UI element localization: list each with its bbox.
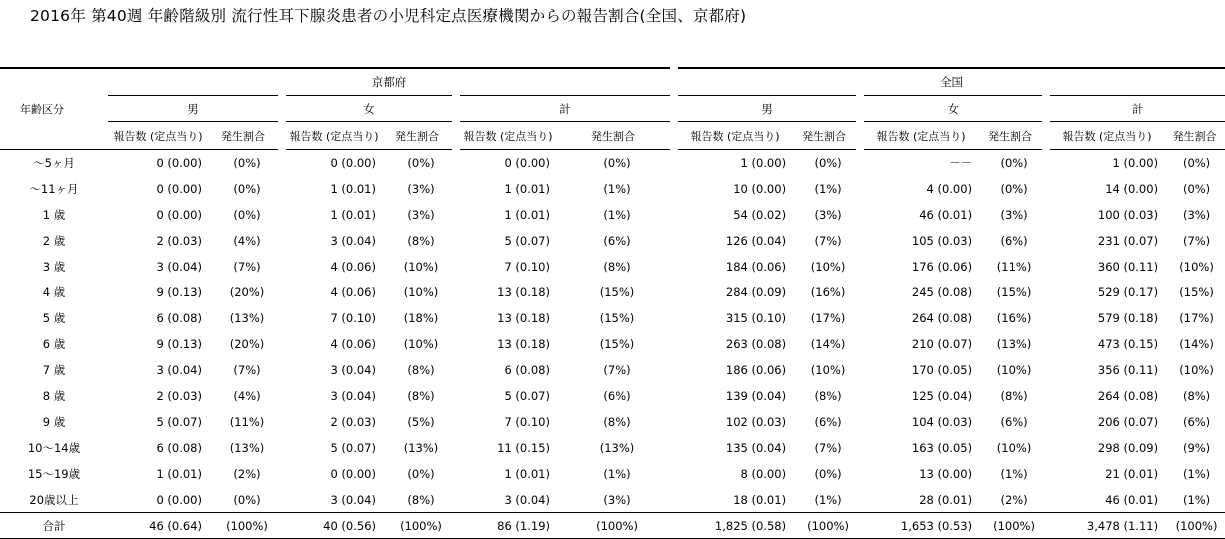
count-cell: 7 (0.10) bbox=[504, 414, 550, 429]
ratio-cell: (8%) bbox=[603, 414, 631, 429]
table-row bbox=[0, 254, 1225, 280]
count-cell: 3 (0.04) bbox=[330, 363, 376, 378]
ratio-cell: (0%) bbox=[233, 207, 261, 222]
count-cell: 100 (0.03) bbox=[1097, 207, 1159, 222]
count-cell: 284 (0.09) bbox=[725, 285, 787, 300]
ratio-cell: (0%) bbox=[814, 155, 842, 170]
table-row bbox=[0, 176, 1225, 202]
ratio-cell: (7%) bbox=[233, 363, 261, 378]
ratio-cell: (20%) bbox=[229, 285, 265, 300]
ratio-cell: (3%) bbox=[407, 181, 435, 196]
count-cell: 102 (0.03) bbox=[725, 414, 787, 429]
count-cell: 298 (0.09) bbox=[1097, 440, 1159, 455]
count-cell: 21 (0.01) bbox=[1105, 466, 1159, 481]
count-cell: 13 (0.18) bbox=[497, 311, 550, 326]
ratio-cell: (13%) bbox=[403, 440, 439, 455]
count-cell: 1 (0.01) bbox=[504, 466, 550, 481]
ratio-cell: (8%) bbox=[603, 259, 631, 274]
ratio-cell: (6%) bbox=[1000, 414, 1028, 429]
count-cell: 4 (0.06) bbox=[330, 285, 376, 300]
count-cell: 5 (0.07) bbox=[504, 233, 550, 248]
count-cell: 473 (0.15) bbox=[1097, 337, 1159, 352]
ratio-cell: (1%) bbox=[1000, 466, 1028, 481]
ratio-cell: (7%) bbox=[814, 440, 842, 455]
table-row bbox=[0, 487, 1225, 513]
report-table bbox=[0, 67, 1225, 539]
ratio-cell: (6%) bbox=[603, 388, 631, 403]
count-column-header: 報告数 (定点当り) bbox=[108, 122, 208, 150]
count-cell: 46 (0.01) bbox=[919, 207, 973, 222]
age-label: ～11ヶ月 bbox=[29, 181, 79, 196]
table-row bbox=[0, 357, 1225, 383]
ratio-cell: (100%) bbox=[792, 513, 860, 539]
ratio-cell: (8%) bbox=[814, 388, 842, 403]
table-row bbox=[0, 461, 1225, 487]
table-row bbox=[0, 202, 1225, 228]
count-cell: 184 (0.06) bbox=[725, 259, 787, 274]
ratio-cell: (3%) bbox=[814, 207, 842, 222]
ratio-cell: (0%) bbox=[1000, 181, 1028, 196]
age-label: 6 歳 bbox=[42, 337, 66, 352]
ratio-cell: (13%) bbox=[996, 337, 1032, 352]
count-cell: 231 (0.07) bbox=[1097, 233, 1159, 248]
ratio-cell: (13%) bbox=[229, 440, 265, 455]
ratio-cell: (1%) bbox=[603, 466, 631, 481]
count-cell: 3,478 (1.11) bbox=[1046, 513, 1164, 539]
region-header-national: 全国 bbox=[674, 68, 1225, 96]
ratio-cell: (2%) bbox=[1000, 492, 1028, 507]
ratio-cell: (15%) bbox=[1179, 285, 1214, 300]
ratio-cell: (1%) bbox=[814, 492, 842, 507]
age-label: 合計 bbox=[0, 513, 108, 539]
table-row bbox=[0, 150, 1225, 176]
age-label: 5 歳 bbox=[42, 311, 66, 326]
age-label: 15～19歳 bbox=[27, 466, 81, 481]
count-column-header: 報告数 (定点当り) bbox=[860, 122, 978, 150]
ratio-cell: (10%) bbox=[996, 363, 1032, 378]
ratio-column-header: 発生割合 bbox=[556, 122, 674, 150]
count-cell: 1 (0.00) bbox=[1112, 155, 1159, 170]
count-cell: 28 (0.01) bbox=[919, 492, 973, 507]
ratio-cell: (10%) bbox=[403, 259, 439, 274]
age-label: 2 歳 bbox=[42, 233, 66, 248]
count-cell: 4 (0.06) bbox=[330, 259, 376, 274]
region-header-kyoto: 京都府 bbox=[108, 68, 674, 96]
count-cell: 245 (0.08) bbox=[911, 285, 973, 300]
count-cell: 1 (0.00) bbox=[740, 155, 787, 170]
ratio-cell: (10%) bbox=[1179, 259, 1214, 274]
count-cell: 105 (0.03) bbox=[911, 233, 973, 248]
ratio-cell: (10%) bbox=[810, 259, 846, 274]
count-cell: 356 (0.11) bbox=[1097, 363, 1159, 378]
count-cell: 6 (0.08) bbox=[504, 363, 550, 378]
count-cell: 1 (0.01) bbox=[156, 466, 202, 481]
count-cell: 264 (0.08) bbox=[1097, 388, 1159, 403]
sex-header-total: 計 bbox=[456, 96, 674, 122]
sex-header-male: 男 bbox=[108, 96, 282, 122]
ratio-cell: (4%) bbox=[233, 388, 261, 403]
ratio-cell: (7%) bbox=[814, 233, 842, 248]
ratio-cell: (1%) bbox=[1182, 492, 1211, 507]
count-cell: 315 (0.10) bbox=[725, 311, 787, 326]
ratio-cell: (10%) bbox=[403, 285, 439, 300]
ratio-cell: (8%) bbox=[407, 233, 435, 248]
ratio-cell: (0%) bbox=[407, 466, 435, 481]
age-label: 7 歳 bbox=[42, 363, 66, 378]
count-cell: 0 (0.00) bbox=[504, 155, 550, 170]
ratio-cell: (20%) bbox=[229, 337, 265, 352]
count-cell: 11 (0.15) bbox=[497, 440, 550, 455]
count-cell: 126 (0.04) bbox=[725, 233, 787, 248]
sex-header-female: 女 bbox=[860, 96, 1046, 122]
age-label: 9 歳 bbox=[42, 414, 66, 429]
age-label: 8 歳 bbox=[42, 388, 66, 403]
count-cell: 5 (0.07) bbox=[330, 440, 376, 455]
count-column-header: 報告数 (定点当り) bbox=[456, 122, 556, 150]
ratio-cell: (13%) bbox=[599, 440, 635, 455]
count-cell: 170 (0.05) bbox=[911, 363, 973, 378]
sex-header-total: 計 bbox=[1046, 96, 1225, 122]
count-cell: 0 (0.00) bbox=[156, 492, 202, 507]
ratio-cell: (100%) bbox=[556, 513, 674, 539]
ratio-cell: (11%) bbox=[229, 414, 265, 429]
count-cell: 3 (0.04) bbox=[156, 363, 202, 378]
ratio-column-header: 発生割合 bbox=[1164, 122, 1225, 150]
ratio-cell: (16%) bbox=[810, 285, 846, 300]
ratio-cell: (10%) bbox=[403, 337, 439, 352]
age-label: 3 歳 bbox=[42, 259, 66, 274]
ratio-cell: (0%) bbox=[407, 155, 435, 170]
table-row bbox=[0, 305, 1225, 331]
ratio-cell: (100%) bbox=[1164, 513, 1225, 539]
ratio-cell: (100%) bbox=[978, 513, 1046, 539]
ratio-cell: (3%) bbox=[1182, 207, 1211, 222]
count-cell: 1,653 (0.53) bbox=[860, 513, 978, 539]
count-cell: 1,825 (0.58) bbox=[674, 513, 792, 539]
ratio-cell: (11%) bbox=[996, 259, 1032, 274]
page-title: 2016年 第40週 年齢階級別 流行性耳下腺炎患者の小児科定点医療機関からの報告割合(全国、京都府) bbox=[30, 7, 747, 25]
table-row bbox=[0, 409, 1225, 435]
count-cell: 163 (0.05) bbox=[911, 440, 973, 455]
count-column-header: 報告数 (定点当り) bbox=[282, 122, 382, 150]
count-column-header: 報告数 (定点当り) bbox=[1046, 122, 1164, 150]
count-cell: 3 (0.04) bbox=[156, 259, 202, 274]
count-cell: 206 (0.07) bbox=[1097, 414, 1159, 429]
count-cell: 13 (0.00) bbox=[919, 466, 973, 481]
ratio-cell: (6%) bbox=[1182, 414, 1211, 429]
ratio-cell: (15%) bbox=[599, 285, 635, 300]
table-header bbox=[0, 68, 1225, 150]
count-cell: 529 (0.17) bbox=[1097, 285, 1159, 300]
count-cell: 6 (0.08) bbox=[156, 440, 202, 455]
ratio-cell: (10%) bbox=[1179, 363, 1214, 378]
ratio-cell: (1%) bbox=[603, 207, 631, 222]
ratio-cell: (3%) bbox=[603, 492, 631, 507]
ratio-cell: (0%) bbox=[814, 466, 842, 481]
count-cell: 9 (0.13) bbox=[156, 285, 202, 300]
ratio-cell: (5%) bbox=[407, 414, 435, 429]
ratio-cell: (0%) bbox=[1182, 181, 1211, 196]
ratio-cell: (8%) bbox=[407, 492, 435, 507]
table-row bbox=[0, 228, 1225, 254]
ratio-cell: (2%) bbox=[233, 466, 261, 481]
ratio-cell: (16%) bbox=[996, 311, 1032, 326]
count-cell: 2 (0.03) bbox=[330, 414, 376, 429]
count-cell: 104 (0.03) bbox=[911, 414, 973, 429]
ratio-cell: (3%) bbox=[407, 207, 435, 222]
ratio-cell: (0%) bbox=[1182, 155, 1211, 170]
count-cell: 46 (0.01) bbox=[1105, 492, 1159, 507]
count-cell: 14 (0.00) bbox=[1105, 181, 1159, 196]
count-cell: 5 (0.07) bbox=[504, 388, 550, 403]
count-cell: 125 (0.04) bbox=[911, 388, 973, 403]
ratio-cell: (14%) bbox=[1179, 337, 1214, 352]
count-cell: 2 (0.03) bbox=[156, 233, 202, 248]
age-label: 4 歳 bbox=[42, 285, 66, 300]
count-cell: 8 (0.00) bbox=[740, 466, 787, 481]
ratio-cell: (4%) bbox=[233, 233, 261, 248]
table-row bbox=[0, 331, 1225, 357]
ratio-cell: (8%) bbox=[407, 363, 435, 378]
ratio-cell: (17%) bbox=[1179, 311, 1214, 326]
ratio-cell: (17%) bbox=[810, 311, 846, 326]
age-header: 年齢区分 bbox=[0, 68, 108, 150]
sex-header-female: 女 bbox=[282, 96, 456, 122]
ratio-cell: (13%) bbox=[229, 311, 265, 326]
ratio-cell: (0%) bbox=[233, 181, 261, 196]
count-column-header: 報告数 (定点当り) bbox=[674, 122, 792, 150]
ratio-cell: (1%) bbox=[1182, 466, 1211, 481]
count-cell: 1 (0.01) bbox=[504, 181, 550, 196]
ratio-cell: (100%) bbox=[208, 513, 282, 539]
age-label: 20歳以上 bbox=[29, 492, 79, 507]
count-cell: 40 (0.56) bbox=[282, 513, 382, 539]
count-cell: 0 (0.00) bbox=[330, 466, 376, 481]
count-cell: 1 (0.01) bbox=[504, 207, 550, 222]
count-cell: 4 (0.00) bbox=[926, 181, 973, 196]
count-cell: 13 (0.18) bbox=[497, 285, 550, 300]
count-cell: 264 (0.08) bbox=[911, 311, 973, 326]
ratio-cell: (15%) bbox=[599, 337, 635, 352]
ratio-cell: (6%) bbox=[603, 233, 631, 248]
ratio-cell: (15%) bbox=[996, 285, 1032, 300]
ratio-cell: (6%) bbox=[814, 414, 842, 429]
count-cell: 263 (0.08) bbox=[725, 337, 787, 352]
age-label: 10～14歳 bbox=[27, 440, 81, 455]
count-cell: 579 (0.18) bbox=[1097, 311, 1159, 326]
count-cell: 135 (0.04) bbox=[725, 440, 787, 455]
ratio-cell: (8%) bbox=[407, 388, 435, 403]
ratio-cell: (0%) bbox=[233, 492, 261, 507]
count-cell: 2 (0.03) bbox=[156, 388, 202, 403]
table-row bbox=[0, 383, 1225, 409]
ratio-cell: (10%) bbox=[810, 363, 846, 378]
count-cell: 13 (0.18) bbox=[497, 337, 550, 352]
ratio-cell: (7%) bbox=[233, 259, 261, 274]
count-cell: 0 (0.00) bbox=[156, 181, 202, 196]
count-cell: 3 (0.04) bbox=[330, 388, 376, 403]
count-cell: 139 (0.04) bbox=[725, 388, 787, 403]
count-cell: 0 (0.00) bbox=[156, 207, 202, 222]
table-row bbox=[0, 279, 1225, 305]
ratio-cell: (9%) bbox=[1182, 440, 1211, 455]
ratio-column-header: 発生割合 bbox=[208, 122, 282, 150]
count-cell: 54 (0.02) bbox=[733, 207, 787, 222]
ratio-cell: (6%) bbox=[1000, 233, 1028, 248]
count-cell: 18 (0.01) bbox=[733, 492, 787, 507]
ratio-cell: (8%) bbox=[1182, 388, 1211, 403]
ratio-cell: (1%) bbox=[603, 181, 631, 196]
count-cell: 0 (0.00) bbox=[330, 155, 376, 170]
ratio-cell: (1%) bbox=[814, 181, 842, 196]
count-cell: 176 (0.06) bbox=[911, 259, 973, 274]
count-cell: 360 (0.11) bbox=[1097, 259, 1159, 274]
count-cell: 86 (1.19) bbox=[456, 513, 556, 539]
count-cell: 7 (0.10) bbox=[330, 311, 376, 326]
count-cell: 46 (0.64) bbox=[108, 513, 208, 539]
count-cell: 1 (0.01) bbox=[330, 207, 376, 222]
ratio-column-header: 発生割合 bbox=[978, 122, 1046, 150]
ratio-cell: (15%) bbox=[599, 311, 635, 326]
table-row bbox=[0, 435, 1225, 461]
age-label: 1 歳 bbox=[42, 207, 66, 222]
count-cell: 5 (0.07) bbox=[156, 414, 202, 429]
ratio-cell: (7%) bbox=[1182, 233, 1211, 248]
count-cell: 3 (0.04) bbox=[504, 492, 550, 507]
count-cell: 1 (0.01) bbox=[330, 181, 376, 196]
ratio-cell: (14%) bbox=[810, 337, 846, 352]
age-label: ～5ヶ月 bbox=[33, 155, 75, 170]
count-cell: 7 (0.10) bbox=[504, 259, 550, 274]
count-cell: 210 (0.07) bbox=[911, 337, 973, 352]
count-cell: 9 (0.13) bbox=[156, 337, 202, 352]
ratio-column-header: 発生割合 bbox=[792, 122, 860, 150]
count-cell: 3 (0.04) bbox=[330, 492, 376, 507]
count-cell: 0 (0.00) bbox=[156, 155, 202, 170]
ratio-cell: (8%) bbox=[1000, 388, 1028, 403]
sex-header-male: 男 bbox=[674, 96, 860, 122]
total-row bbox=[0, 513, 1225, 539]
ratio-cell: (0%) bbox=[1000, 155, 1028, 170]
ratio-cell: (0%) bbox=[603, 155, 631, 170]
count-cell: 10 (0.00) bbox=[733, 181, 787, 196]
count-cell: －－ bbox=[949, 155, 973, 170]
ratio-cell: (10%) bbox=[996, 440, 1032, 455]
ratio-cell: (7%) bbox=[603, 363, 631, 378]
count-cell: 6 (0.08) bbox=[156, 311, 202, 326]
ratio-cell: (18%) bbox=[403, 311, 439, 326]
ratio-cell: (0%) bbox=[233, 155, 261, 170]
count-cell: 4 (0.06) bbox=[330, 337, 376, 352]
ratio-column-header: 発生割合 bbox=[382, 122, 456, 150]
ratio-cell: (100%) bbox=[382, 513, 456, 539]
table-body bbox=[0, 150, 1225, 539]
count-cell: 186 (0.06) bbox=[725, 363, 787, 378]
ratio-cell: (3%) bbox=[1000, 207, 1028, 222]
count-cell: 3 (0.04) bbox=[330, 233, 376, 248]
